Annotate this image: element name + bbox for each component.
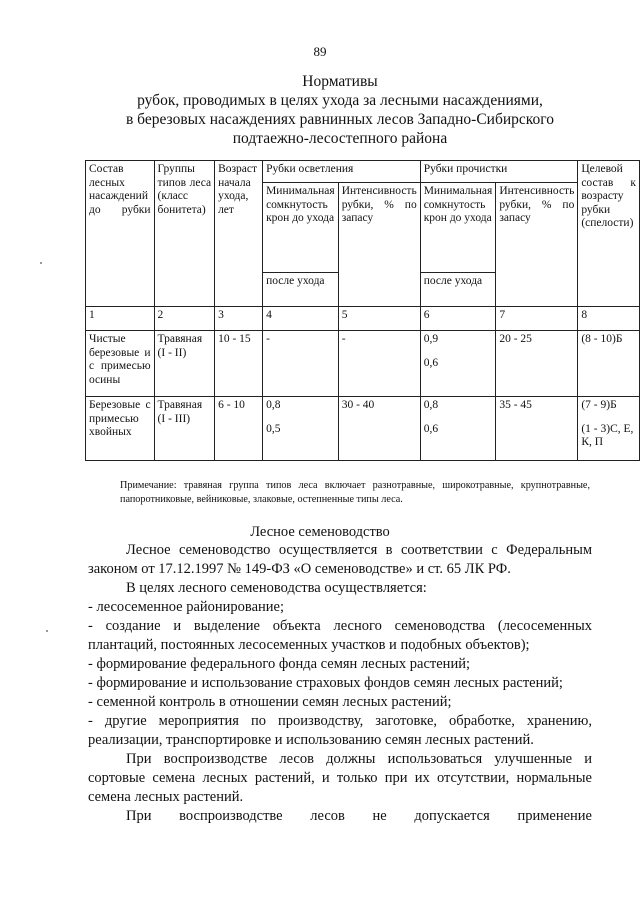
cell-forest-type: Травяная (I - III) [154, 397, 215, 461]
cell-clean-density [420, 397, 496, 461]
title-line: Нормативы [302, 73, 378, 90]
cell-composition: Березовые с примесью хвойных [86, 397, 155, 461]
title-line: рубок, проводимых в целях ухода за лесными насаждениями, [137, 92, 543, 109]
list-item: - другие мероприятия по производству, заготовке, обработке, хранению, реализации, транспортировке и использованию семян лесных растений. [88, 713, 592, 748]
target-secondary: (1 - 3)С, Е, К, П [581, 422, 634, 448]
col-number: 6 [420, 307, 496, 331]
header-clean-min-density: Минимальная сомкнутость крон до ухода [420, 183, 496, 273]
clean-density-before: 0,8 [423, 399, 439, 411]
scan-speck [40, 262, 42, 264]
cell-age: 6 - 10 [215, 397, 263, 461]
cell-light-density [263, 331, 339, 397]
target-main: (7 - 9)Б [581, 399, 617, 411]
list-item: - семенной контроль в отношении семян лесных растений; [88, 694, 452, 710]
section-body [88, 541, 592, 826]
col-number: 3 [215, 307, 263, 331]
cell-clean-density [420, 331, 496, 397]
light-density-before: 0,8 [266, 399, 281, 411]
clean-density-after: 0,6 [423, 356, 439, 369]
header-age: Возраст начала ухода, лет [215, 161, 263, 307]
cell-light-intensity: 30 - 40 [338, 397, 420, 461]
document-title [60, 72, 620, 148]
col-number: 4 [263, 307, 339, 331]
header-target-composition: Целевой состав к возрасту рубки (спелости) [578, 161, 640, 307]
header-light-intensity: Интенсивность рубки, % по запасу [338, 183, 420, 307]
paragraph: Лесное семеноводство осуществляется в соответствии с Федеральным законом от 17.12.1997 № 149-ФЗ «О семеноводстве» и ст. 65 ЛК РФ. [88, 542, 592, 577]
col-number: 5 [338, 307, 420, 331]
table-note: Примечание: травяная группа типов леса включает разнотравные, широкотравные, крупнотравные, папоротниковые, вейниковые, злаковые, остепненные типы леса. [120, 480, 590, 505]
header-clean-intensity: Интенсивность рубки, % по запасу [496, 183, 578, 307]
light-density-after: 0,5 [266, 422, 281, 435]
list-item: - лесосеменное районирование; [88, 599, 284, 615]
cell-clean-intensity: 35 - 45 [496, 397, 578, 461]
title-line: в березовых насаждениях равнинных лесов Западно-Сибирского [125, 111, 554, 128]
header-cleaning: Рубки прочистки [420, 161, 578, 183]
table-row [86, 331, 640, 397]
title-line: подтаежно-лесостепного района [232, 130, 448, 147]
list-item: - формирование федерального фонда семян лесных растений; [88, 656, 470, 672]
header-light-min-density: Минимальная сомкнутость крон до ухода [263, 183, 339, 273]
standards-table [85, 160, 640, 461]
cell-target [578, 397, 640, 461]
list-item: - создание и выделение объекта лесного семеноводства (лесосеменных плантаций, постоянных лесосеменных участков и подобных объектов); [88, 618, 592, 653]
section-heading: Лесное семеноводство [250, 524, 390, 540]
header-forest-type: Группы типов леса (класс бонитета) [154, 161, 215, 307]
col-number: 7 [496, 307, 578, 331]
light-density-before: - [266, 333, 270, 345]
clean-density-before: 0,9 [423, 333, 439, 345]
target-main: (8 - 10)Б [581, 333, 623, 345]
cell-target [578, 331, 640, 397]
cell-clean-intensity: 20 - 25 [496, 331, 578, 397]
header-clean-after: после ухода [420, 273, 496, 307]
header-lightening: Рубки осветления [263, 161, 421, 183]
col-number: 8 [578, 307, 640, 331]
clean-density-after: 0,6 [423, 422, 439, 435]
scan-speck [46, 630, 48, 632]
header-light-after: после ухода [263, 273, 339, 307]
cell-age: 10 - 15 [215, 331, 263, 397]
cell-light-density [263, 397, 339, 461]
table-row [86, 397, 640, 461]
col-number: 2 [154, 307, 215, 331]
paragraph: В целях лесного семеноводства осуществляется: [126, 580, 427, 596]
list-item: - формирование и использование страховых фондов семян лесных растений; [88, 675, 563, 691]
page-number: 89 [313, 44, 327, 59]
paragraph: При воспроизводстве лесов не допускается применение [126, 808, 592, 824]
paragraph: При воспроизводстве лесов должны использоваться улучшенные и сортовые семена лесных растений, и только при их отсутствии, нормальные семена лесных растений. [88, 751, 592, 805]
cell-composition: Чистые березовые и с примесью осины [86, 331, 155, 397]
cell-light-intensity: - [338, 331, 420, 397]
col-number: 1 [86, 307, 155, 331]
cell-forest-type: Травяная (I - II) [154, 331, 215, 397]
header-composition: Состав лесных насаждений до рубки [86, 161, 155, 307]
